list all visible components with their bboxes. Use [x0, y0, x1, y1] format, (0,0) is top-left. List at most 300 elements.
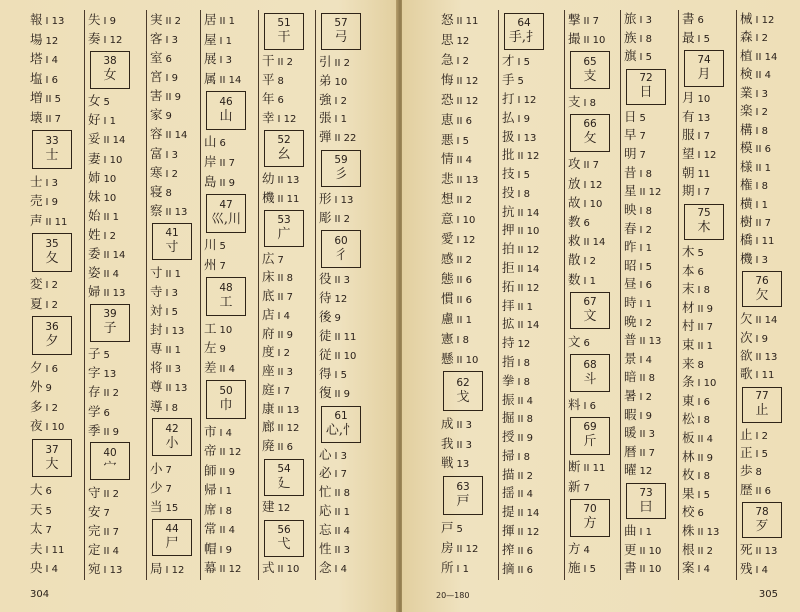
lesson-reference: II 12 — [219, 447, 242, 459]
kanji-entry — [319, 446, 370, 465]
kanji-entry — [150, 182, 201, 201]
radical-number: 37 — [45, 443, 59, 456]
lesson-reference: I 5 — [639, 261, 653, 273]
kanji-character: 歴 — [740, 481, 753, 497]
lesson-reference: I 6 — [583, 400, 597, 412]
lesson-reference: I 12 — [277, 113, 297, 125]
kanji-character: 晩 — [624, 313, 637, 329]
kanji-character: 普 — [624, 332, 637, 348]
lesson-reference: II 8 — [277, 273, 293, 285]
kanji-entry — [682, 485, 733, 504]
kanji-character: 朝 — [682, 164, 695, 180]
kanji-character: 故 — [568, 194, 581, 210]
lesson-reference: II 2 — [456, 255, 472, 267]
kanji-character: 房 — [441, 540, 454, 556]
lesson-reference: II 7 — [583, 16, 599, 27]
kanji-character: 対 — [150, 303, 163, 319]
kanji-entry — [150, 339, 201, 358]
kanji-character: 忘 — [319, 522, 332, 538]
kanji-character: 業 — [740, 84, 753, 100]
lesson-reference: II 4 — [755, 70, 771, 82]
kanji-character: 書 — [624, 560, 637, 576]
kanji-character: 属 — [204, 70, 217, 86]
kanji-character: 愛 — [441, 231, 454, 247]
kanji-entry — [568, 174, 619, 193]
radical-number: 66 — [583, 118, 597, 131]
kanji-character: 案 — [682, 560, 695, 576]
kanji-entry — [624, 294, 675, 313]
page-number-right: 305 — [758, 589, 778, 600]
lesson-reference: II 14 — [755, 51, 778, 63]
radical-header — [570, 499, 610, 537]
lesson-reference: II 1 — [165, 268, 181, 280]
lesson-reference: 8 — [697, 359, 704, 371]
kanji-entry — [262, 418, 313, 437]
kanji-entry — [740, 365, 791, 383]
radical-number: 65 — [583, 55, 597, 68]
kanji-character: 撃 — [568, 12, 581, 27]
lesson-reference: I 8 — [219, 505, 233, 517]
kanji-character: 揺 — [502, 485, 515, 501]
lesson-reference: 10 — [334, 76, 348, 88]
kanji-entry — [624, 331, 675, 350]
lesson-reference: II 9 — [103, 426, 119, 438]
kanji-entry — [319, 365, 370, 384]
radical-character: 戈 — [456, 389, 470, 405]
lesson-reference: 11 — [697, 168, 711, 180]
lesson-reference: II 12 — [219, 564, 242, 576]
kanji-entry — [30, 480, 82, 500]
radical-number: 67 — [583, 296, 597, 309]
kanji-character: 応 — [319, 503, 332, 519]
kanji-entry — [568, 395, 619, 414]
kanji-entry — [262, 287, 313, 306]
radical-header — [206, 91, 246, 130]
lesson-reference: II 13 — [697, 527, 720, 539]
lesson-reference: I 10 — [103, 154, 123, 166]
lesson-reference: I 10 — [697, 378, 717, 390]
kanji-character: 尊 — [150, 379, 163, 395]
lesson-reference: I 1 — [456, 564, 470, 576]
kanji-character: 戸 — [441, 520, 454, 536]
kanji-character: 局 — [150, 561, 163, 577]
lesson-reference: II 14 — [583, 237, 606, 249]
index-column — [620, 10, 675, 580]
lesson-reference: II 10 — [456, 354, 479, 366]
kanji-character: 本 — [682, 262, 695, 278]
kanji-entry — [204, 152, 255, 172]
kanji-entry — [262, 109, 313, 128]
lesson-reference: II 14 — [517, 207, 540, 219]
kanji-character: 川 — [204, 237, 217, 253]
lesson-reference: I 3 — [755, 88, 769, 100]
kanji-entry — [624, 522, 675, 541]
lesson-reference: II 1 — [334, 507, 350, 519]
kanji-entry — [502, 353, 553, 372]
kanji-entry — [502, 128, 553, 147]
radical-character: 歹 — [755, 518, 769, 534]
lesson-reference: II 13 — [456, 175, 479, 187]
lesson-reference: 10 — [219, 324, 233, 336]
lesson-reference: I 2 — [755, 33, 769, 45]
radical-number: 33 — [45, 134, 59, 147]
kanji-entry — [740, 28, 791, 46]
radical-character: 日 — [639, 85, 653, 101]
kanji-character: 残 — [740, 560, 753, 576]
kanji-entry — [682, 317, 733, 336]
radical-character: 彳 — [334, 247, 348, 263]
lesson-reference: II 13 — [755, 546, 778, 558]
kanji-entry — [502, 90, 553, 109]
kanji-character: 打 — [502, 91, 515, 106]
radical-header — [742, 387, 782, 423]
lesson-reference: I 9 — [639, 410, 653, 422]
radical-character: 木 — [697, 220, 711, 236]
kanji-character: 様 — [740, 158, 753, 174]
kanji-entry — [502, 297, 553, 316]
lesson-reference: I 5 — [583, 564, 597, 576]
kanji-character: 帽 — [204, 540, 217, 556]
lesson-reference: 5 — [517, 76, 524, 88]
kanji-character: 封 — [150, 322, 163, 338]
radical-character: 弓 — [334, 29, 348, 45]
kanji-entry — [262, 306, 313, 325]
kanji-character: 拓 — [502, 278, 515, 294]
lesson-reference: I 8 — [755, 125, 769, 137]
kanji-character: 果 — [682, 485, 695, 501]
radical-character: 宀 — [103, 459, 117, 475]
kanji-character: 想 — [441, 191, 454, 207]
index-column — [146, 10, 201, 580]
radical-number: 36 — [45, 321, 59, 334]
lesson-reference: I 1 — [103, 116, 117, 128]
kanji-entry — [262, 362, 313, 381]
lesson-reference: I 5 — [456, 135, 470, 147]
lesson-reference: II 6 — [517, 545, 533, 557]
radical-header — [321, 150, 361, 187]
kanji-entry — [150, 358, 201, 377]
lesson-reference: I 11 — [755, 236, 775, 248]
kanji-entry — [624, 275, 675, 294]
kanji-character: 害 — [150, 88, 163, 104]
kanji-character: 摘 — [502, 560, 515, 576]
kanji-character: 幕 — [204, 560, 217, 576]
kanji-entry — [441, 414, 493, 434]
kanji-entry — [150, 301, 201, 320]
kanji-entry — [204, 519, 255, 539]
kanji-character: 束 — [682, 336, 695, 352]
kanji-character: 恵 — [441, 111, 454, 127]
kanji-character: 拍 — [502, 241, 515, 257]
kanji-character: 族 — [624, 29, 637, 45]
kanji-character: 急 — [441, 51, 454, 67]
kanji-character: 東 — [682, 392, 695, 408]
kanji-entry — [30, 397, 82, 417]
lesson-reference: 6 — [103, 407, 110, 419]
kanji-character: 才 — [502, 53, 515, 69]
lesson-reference: 5 — [45, 505, 52, 517]
radical-character: 彡 — [334, 167, 348, 183]
kanji-character: 成 — [441, 415, 454, 431]
kanji-entry — [30, 49, 82, 69]
radical-character: 巾 — [219, 397, 233, 413]
lesson-reference: I 8 — [517, 451, 531, 463]
kanji-character: 広 — [262, 250, 275, 266]
lesson-reference: I 13 — [103, 565, 123, 577]
kanji-character: 橋 — [740, 232, 753, 248]
kanji-character: 歩 — [740, 463, 753, 479]
lesson-reference: II 9 — [517, 433, 533, 445]
kanji-character: 存 — [88, 384, 101, 400]
kanji-entry — [262, 268, 313, 287]
radical-header — [32, 316, 72, 355]
lesson-reference: I 2 — [45, 300, 59, 311]
kanji-character: 師 — [204, 462, 217, 478]
kanji-character: 昭 — [624, 257, 637, 273]
lesson-reference: II 2 — [103, 388, 119, 400]
lesson-reference: I 9 — [45, 197, 59, 209]
kanji-entry — [682, 373, 733, 392]
kanji-character: 差 — [204, 359, 217, 375]
kanji-character: 株 — [682, 523, 695, 539]
radical-character: 尸 — [165, 536, 179, 552]
kanji-character: 市 — [204, 423, 217, 439]
kanji-entry — [682, 503, 733, 522]
kanji-character: 楽 — [740, 103, 753, 119]
kanji-entry — [204, 539, 255, 559]
kanji-entry — [441, 329, 493, 349]
radical-header — [90, 51, 130, 89]
radical-number: 48 — [219, 282, 233, 295]
lesson-reference: I 3 — [165, 149, 179, 161]
kanji-entry — [441, 269, 493, 289]
index-column — [678, 10, 733, 580]
kanji-character: 安 — [88, 503, 101, 519]
kanji-entry — [150, 86, 201, 105]
lesson-reference: II 3 — [334, 545, 350, 557]
radical-header — [90, 304, 130, 342]
lesson-reference: II 9 — [219, 466, 235, 478]
index-column — [498, 10, 553, 580]
lesson-reference: I 3 — [165, 35, 179, 47]
lesson-reference: I 5 — [165, 307, 179, 319]
kanji-character: 展 — [204, 51, 217, 67]
kanji-entry — [319, 346, 370, 365]
lesson-reference: I 2 — [277, 348, 291, 360]
kanji-character: 有 — [682, 108, 695, 124]
lesson-reference: II 3 — [165, 364, 181, 376]
radical-character: 干 — [277, 29, 291, 45]
kanji-entry — [204, 461, 255, 481]
lesson-reference: II 10 — [583, 35, 606, 47]
radical-number: 46 — [219, 95, 233, 108]
kanji-entry — [740, 102, 791, 120]
kanji-character: 樹 — [740, 213, 753, 229]
kanji-entry — [204, 235, 255, 255]
radical-header — [206, 380, 246, 419]
kanji-entry — [319, 502, 370, 521]
kanji-entry — [319, 91, 370, 110]
lesson-reference: I 7 — [697, 187, 711, 199]
radical-number: 39 — [103, 308, 117, 321]
kanji-entry — [262, 90, 313, 109]
kanji-entry — [30, 10, 82, 30]
radical-number: 47 — [219, 198, 233, 211]
kanji-character: 描 — [502, 466, 515, 482]
lesson-reference: I 1 — [219, 35, 233, 47]
lesson-reference: II 9 — [277, 329, 293, 341]
kanji-character: 更 — [624, 541, 637, 557]
kanji-entry — [502, 165, 553, 184]
lesson-reference: I 5 — [697, 33, 711, 45]
kanji-character: 横 — [740, 195, 753, 211]
kanji-entry — [568, 477, 619, 496]
kanji-character: 思 — [441, 31, 454, 47]
lesson-reference: I 5 — [639, 52, 653, 64]
lesson-reference: II 12 — [517, 526, 540, 538]
kanji-entry — [88, 225, 139, 244]
kanji-character: 掘 — [502, 410, 515, 426]
lesson-reference: II 12 — [517, 245, 540, 257]
kanji-entry — [502, 109, 553, 128]
kanji-character: 州 — [204, 256, 217, 272]
kanji-entry — [624, 406, 675, 425]
kanji-character: 数 — [568, 271, 581, 287]
kanji-character: 悲 — [441, 171, 454, 187]
kanji-character: 検 — [740, 66, 753, 82]
kanji-entry — [30, 88, 82, 108]
kanji-entry — [682, 243, 733, 262]
lesson-reference: II 6 — [456, 274, 472, 286]
kanji-character: 構 — [740, 121, 753, 137]
kanji-character: 度 — [262, 344, 275, 360]
kanji-entry — [682, 541, 733, 560]
kanji-entry — [88, 206, 139, 225]
kanji-entry — [441, 130, 493, 150]
lesson-reference: II 14 — [165, 130, 188, 142]
kanji-entry — [319, 109, 370, 128]
kanji-character: 旗 — [624, 48, 637, 64]
kanji-character: 妥 — [88, 131, 101, 147]
lesson-reference: I 9 — [219, 544, 233, 556]
lesson-reference: I 1 — [334, 114, 348, 126]
radical-number: 68 — [583, 358, 597, 371]
kanji-entry — [88, 10, 139, 29]
kanji-entry — [568, 10, 619, 29]
left-page — [0, 0, 398, 612]
kanji-entry — [624, 10, 675, 29]
lesson-reference: I 1 — [219, 486, 233, 498]
kanji-character: 情 — [441, 151, 454, 167]
kanji-character: 年 — [262, 90, 275, 106]
lesson-reference: II 9 — [165, 92, 181, 104]
kanji-entry — [204, 558, 255, 578]
radical-number: 69 — [583, 421, 597, 434]
kanji-character: 底 — [262, 288, 275, 304]
lesson-reference: II 2 — [165, 16, 181, 27]
kanji-character: 枚 — [682, 467, 695, 483]
kanji-character: 妻 — [88, 150, 101, 166]
kanji-entry — [740, 329, 791, 347]
kanji-entry — [740, 310, 791, 328]
radical-header — [570, 51, 610, 89]
kanji-character: 我 — [441, 435, 454, 451]
lesson-reference: II 13 — [639, 336, 662, 348]
kanji-character: 次 — [740, 329, 753, 345]
kanji-character: 学 — [88, 403, 101, 419]
kanji-character: 工 — [204, 320, 217, 336]
lesson-reference: I 8 — [583, 97, 597, 109]
lesson-reference: I 13 — [165, 326, 185, 338]
radical-header — [570, 292, 610, 330]
kanji-character: 扱 — [502, 128, 515, 144]
kanji-character: 機 — [262, 189, 275, 205]
kanji-entry — [740, 213, 791, 231]
kanji-character: 板 — [682, 430, 695, 446]
kanji-character: 徒 — [319, 328, 332, 344]
lesson-reference: II 10 — [334, 351, 357, 363]
radical-number: 50 — [219, 384, 233, 397]
lesson-reference: 6 — [583, 338, 590, 350]
lesson-reference: 6 — [697, 266, 704, 278]
kanji-character: 暖 — [624, 425, 637, 441]
radical-number: 74 — [697, 53, 711, 66]
kanji-entry — [88, 344, 139, 363]
kanji-entry — [150, 201, 201, 220]
kanji-entry — [30, 211, 82, 231]
kanji-entry — [502, 428, 553, 447]
kanji-character: 小 — [150, 460, 163, 476]
lesson-reference: I 8 — [697, 415, 711, 427]
kanji-character: 待 — [319, 290, 332, 306]
lesson-reference: 12 — [517, 339, 531, 351]
kanji-entry — [441, 558, 493, 578]
kanji-entry — [262, 250, 313, 269]
kanji-character: 憲 — [441, 330, 454, 346]
kanji-entry — [262, 52, 313, 71]
kanji-character: 欠 — [740, 311, 753, 327]
lesson-reference: II 7 — [277, 292, 293, 304]
radical-character: 心,忄 — [325, 422, 357, 438]
lesson-reference: I 2 — [45, 402, 59, 414]
lesson-reference: I 8 — [639, 205, 653, 217]
kanji-character: 暦 — [624, 443, 637, 459]
lesson-reference: II 8 — [517, 414, 533, 426]
kanji-entry — [441, 209, 493, 229]
lesson-reference: I 3 — [755, 254, 769, 266]
kanji-character: 森 — [740, 29, 753, 45]
kanji-character: 声 — [30, 212, 43, 228]
kanji-entry — [88, 282, 139, 301]
radical-character: 夂 — [45, 250, 59, 266]
kanji-entry — [150, 67, 201, 86]
kanji-character: 手 — [502, 72, 515, 88]
kanji-entry — [30, 539, 82, 559]
lesson-reference: 6 — [219, 138, 226, 150]
lesson-reference: I 1 — [639, 243, 653, 255]
kanji-entry — [204, 132, 255, 152]
lesson-reference: II 3 — [277, 367, 293, 379]
lesson-reference: II 1 — [697, 340, 713, 352]
kanji-character: 席 — [204, 501, 217, 517]
kanji-character: 昼 — [624, 276, 637, 292]
lesson-reference: I 8 — [456, 334, 470, 346]
lesson-reference: 7 — [165, 483, 172, 495]
lesson-reference: II 3 — [456, 439, 472, 451]
kanji-character: 式 — [262, 560, 275, 576]
radical-character: 廴 — [277, 475, 291, 491]
kanji-entry — [624, 368, 675, 387]
